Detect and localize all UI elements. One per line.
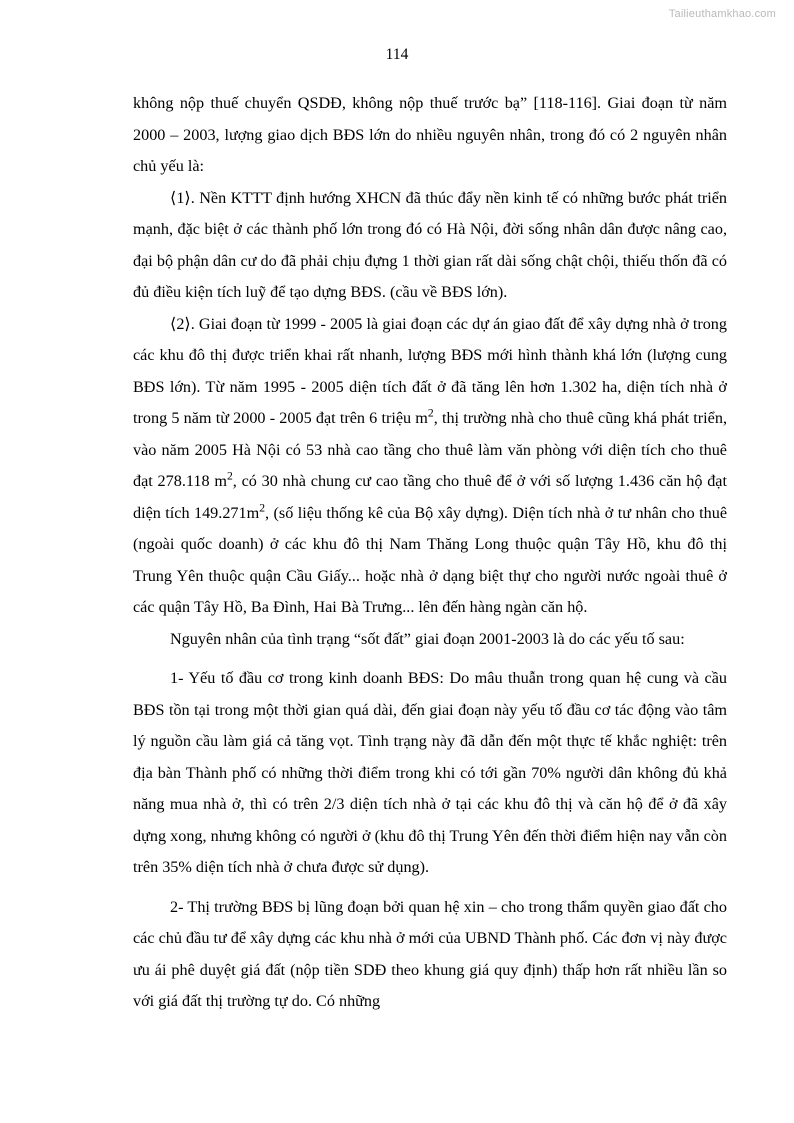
paragraph-2: ⟨1⟩. Nền KTTT định hướng XHCN đã thúc đẩy nền kinh tế có những bước phát triển mạnh, đặc biệt ở các thành phố lớn trong đó có Hà Nội, đời sống nhân dân được nâng cao, đại bộ phận dân cư do đã phải chịu đựng 1 thời gian rất dài sống chật chội, thiếu thốn đã có đủ điều kiện tích luỹ để tạo dựng BĐS. (cầu về BĐS lớn).: [133, 188, 727, 301]
paragraph-3-part-4: , (số liệu thống kê của Bộ xây dựng). Diện tích nhà ở tư nhân cho thuê (ngoài quốc doanh) ở các khu đô thị Nam Thăng Long thuộc quận Tây Hồ, khu đô thị Trung Yên thuộc quận Cầu Giấy... hoặc nhà ở dạng biệt thự cho người nước ngoài thuê ở các quận Tây Hồ, Ba Đình, Hai Bà Trưng... lên đến hàng ngàn căn hộ.: [133, 503, 728, 616]
paragraph-4: Nguyên nhân của tình trạng “sốt đất” giai đoạn 2001-2003 là do các yếu tố sau:: [170, 629, 685, 648]
paragraph-3-sup-3: 2: [259, 501, 266, 515]
paragraph-spacer-1: [133, 655, 727, 663]
paragraph-3-part-1: ⟨2⟩. Giai đoạn từ 1999 - 2005 là giai đoạn các dự án giao đất để xây dựng nhà ở trong các khu đô thị được triển khai rất nhanh, lượng BĐS mới hình thành khá lớn (lượng cung BĐS lớn). Từ năm 1995 - 2005 diện tích đất ở đã tăng lên hơn 1.302 ha, diện tích nhà ở trong 5 năm từ 2000 - 2005 đạt trên 6 triệu m: [133, 314, 727, 427]
paragraph-6: 2- Thị trường BĐS bị lũng đoạn bởi quan hệ xin – cho trong thẩm quyền giao đất cho các chủ đầu tư để xây dựng các khu nhà ở mới của UBND Thành phố. Các đơn vị này được ưu ái phê duyệt giá đất (nộp tiền SDĐ theo khung giá quy định) thấp hơn rất nhiều lần so với giá đất thị trường tự do. Có những: [133, 897, 727, 1010]
page-number: 114: [385, 46, 409, 63]
paragraph-3-part-3: , có 30 nhà chung cư cao tầng cho thuê để ở với số lượng 1.436 căn hộ đạt diện tích 149.271m: [133, 472, 727, 522]
paragraph-3-sup-2: 2: [226, 469, 233, 483]
page-body: [133, 88, 727, 1018]
paragraph-3-part-2: , thị trường nhà cho thuê cũng khá phát triển, vào năm 2005 Hà Nội có 53 nhà cao tầng cho thuê làm văn phòng với diện tích cho thuê đạt 278.118 m: [133, 409, 727, 490]
paragraph-1: không nộp thuế chuyển QSDĐ, không nộp thuế trước bạ” [118-116]. Giai đoạn từ năm 2000 – 2003, lượng giao dịch BĐS lớn do nhiều nguyên nhân, trong đó có 2 nguyên nhân chủ yếu là:: [133, 94, 727, 175]
paragraph-3-sup-1: 2: [427, 406, 434, 420]
paragraph-3: [133, 309, 727, 624]
watermark-text: Tailieuthamkhao.com: [668, 8, 776, 20]
paragraph-5: 1- Yếu tố đầu cơ trong kinh doanh BĐS: Do mâu thuẫn trong quan hệ cung và cầu BĐS tồn tại trong một thời gian quá dài, đến giai đoạn này yếu tố đầu cơ tác động vào tâm lý nguồn cầu làm giá cả tăng vọt. Tình trạng này đã dẫn đến một thực tế khắc nghiệt: trên địa bàn Thành phố có những thời điểm trong khi có tới gần 70% người dân không đủ khả năng mua nhà ở, thì có trên 2/3 diện tích nhà ở tại các khu đô thị và căn hộ để ở đã xây dựng xong, nhưng không có người ở (khu đô thị Trung Yên đến thời điểm hiện nay vẫn còn trên 35% diện tích nhà ở chưa được sử dụng).: [133, 669, 727, 876]
paragraph-spacer-2: [133, 884, 727, 892]
